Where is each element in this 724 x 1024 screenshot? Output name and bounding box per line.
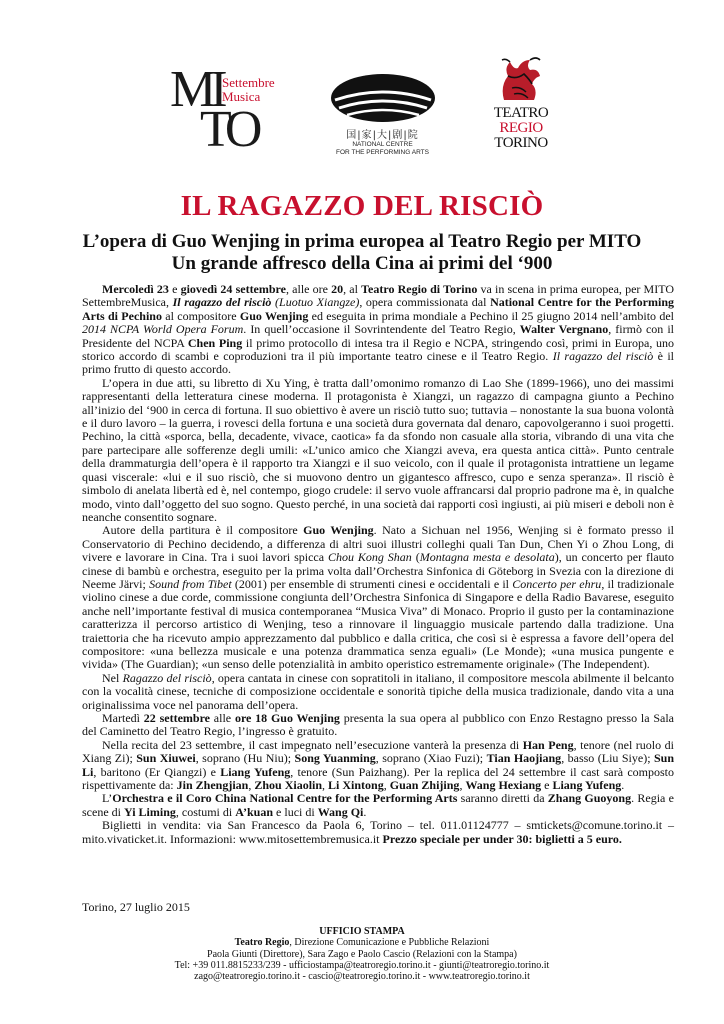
bull-emblem-icon [494,56,548,106]
page-title: IL RAGAZZO DEL RISCIÒ [180,190,544,222]
mito-logo-settembre: Settembre [222,75,275,90]
paragraph-intro: Mercoledì 23 e giovedì 24 settembre, alle ore 20, al Teatro Regio di Torino va in scena in prima europea, per MITO SettembreMusica, Il ragazzo del risciò (Luotuo Xiangze), opera commissionata dal National Centre for the Performing Arts di Pechino al compositore Guo Wenjing ed eseguita in prima mondiale a Pechino il 25 giugno 2014 nell’ambito del 2014 NCPA World Opera Forum. In quell’occasione il Sovrintendente del Teatro Regio, Walter Vergnano, firmò con il Presidente del NCPA Chen Ping il primo protocollo di intesa tra il Regio e NCPA, stringendo così, primi in Europa, uno storico accordo di scambi e coproduzioni tra il più importante teatro cinese e il Teatro Regio. Il ragazzo del risciò è il primo frutto di questo accordo. [82,282,675,377]
press-office-line-1: Teatro Regio, Direzione Comunicazione e Pubbliche Relazioni [234,937,490,949]
paragraph-plot: L’opera in due atti, su libretto di Xu Ying, è tratta dall’omonimo romanzo di Lao She (1899-1966), uno dei massimi rappresentanti della letteratura cinese moderna. Il protagonista è Xiangzi, un ragazzo di campagna giunto a Pechino all’inizio del ‘900 in cerca di fortuna. Il suo obiettivo è avere un risciò tutto suo; tuttavia – nonostante la sua buona volontà e il duro lavoro – la guerra, i rovesci della fortuna e una società dura governata dal denaro, capovolgeranno i suoi progetti. Pechino, la città «sporca, bella, decadente, vivace, caotica» fa da sfondo non casuale alla storia, vibrando di una vita che pare partecipare alle sofferenze degli umili: «L’unico amico che Xiangzi aveva, era questa antica città». Punto centrale della drammaturgia dell’opera è il rapporto tra Xiangzi e il suo veicolo, con il quale il protagonista intrattiene un legame quasi viscerale: «lui e il suo risciò, che si muovono dentro un gigantesco affresco, cupo e senza speranza». Il risciò è simbolo di anelata libertà ed è, nel contempo, giogo crudele: il servo vuole affrancarsi dal proprio padrone ma è, in qualche modo, vinto dall’oggetto del suo sogno. Questo perché, in una società dai rapporti così ingiusti, ai più miseri e deboli non è neanche consentito sognare. [82,375,674,524]
mito-logo [170,61,310,158]
paragraph-cast: Nella recita del 23 settembre, il cast impegnato nell’esecuzione vanterà la presenza di Han Peng, tenore (nel ruolo di Xiang Zi); Sun Xiuwei, soprano (Hu Niu); Song Yuanming, soprano (Xiao Fuzi); Tian Haojiang, basso (Liu Siye); Sun Li, baritono (Er Qiangzi) e Liang Yufeng, tenore (Sun Paizhang). Per la replica del 24 settembre il cast sarà composto rispettivamente da: Jin Zhengjian, Zhou Xiaolin, Li Xintong, Guan Zhijing, Wang Hexiang e Liang Yufeng. [82,737,675,793]
paragraph-composer: Autore della partitura è il compositore Guo Wenjing. Nato a Sichuan nel 1956, Wenjing si è formato presso il Conservatorio di Pechino decidendo, a differenza di altri suoi illustri colleghi quali Tan Dun, Chen Yi o Zhou Long, di vivere e lavorare in Cina. Tra i suoi lavori spicca Chou Kong Shan (Montagna mesta e desolata), un concerto per flauto cinese di bambù e orchestra, eseguito per la prima volta dall’Orchestra Sinfonica di Göteborg in Svezia con la direzione di Neeme Järvi; Sound from Tibet (2001) per ensemble di strumenti cinesi e occidentali e il Concerto per ehru, il tradizionale violino cinese a due corde, commissione congiunta dell’Orchestra Sinfonica di Singapore e della Radio Bavarese, eseguito anche nell’importante festival di musica contemporanea “Musica Viva” di Monaco. Proprio il gusto per la contaminazione caratterizza il percorso artistico di Wenjing, teso a rinnovare il linguaggio musicale partendo dalla tradizione. Una traiettoria che ha ricevuto ampio apprezzamento dal pubblico e dalla critica, che così si è espressa a favore dell’opera del compositore: «una bellezza musicale e una potenza drammatica senza eguali» (Le Monde); «una musica pungente e vivida» (The Guardian); «un senso delle potenzialità in ambito operistico estremamente originale» (The Independent). [82,523,675,672]
mito-logo-mi: MI [170,61,222,118]
ncpa-english-name-1: NATIONAL CENTRE [352,141,413,148]
paragraph-style: Nel Ragazzo del risciò, opera cantata in cinese con sopratitoli in italiano, il compositore mescola abilmente il belcanto con la vocalità cinese, tecniche di composizione occidentale e sonorità tipiche della musica tradizionale, dando vita a una originalissima voce nel panorama dell’opera. [82,670,675,712]
ncpa-logo [325,70,440,160]
paragraph-tickets: Biglietti in vendita: via San Francesco da Paola 6, Torino – tel. 011.01124777 – smtickets@comune.torino.it – mito.vivaticket.it. Informazioni: www.mitosettembremusica.it Prezzo speciale per under 30: biglietti a 5 euro. [82,818,674,846]
regio-logo-regio: REGIO [499,120,543,136]
press-office-line-3: Tel: +39 011.8815233/239 - ufficiostampa@teatroregio.torino.it - giunti@teatroregio.torino.it [174,959,550,971]
subtitle-1: L’opera di Guo Wenjing in prima europea al Teatro Regio per MITO [82,231,642,252]
teatro-regio-logo [476,56,566,164]
document-date: Torino, 27 luglio 2015 [82,900,190,914]
press-office-heading: UFFICIO STAMPA [319,926,405,937]
press-office-line-2: Paola Giunti (Direttore), Sara Zago e Paolo Cascio (Relazioni con la Stampa) [207,948,517,960]
subtitle-2: Un grande affresco della Cina ai primi del ‘900 [171,253,553,274]
regio-logo-teatro: TEATRO [493,105,549,121]
ncpa-egg-icon [329,70,437,122]
paragraph-orchestra: L’Orchestra e il Coro China National Centre for the Performing Arts saranno diretti da Zhang Guoyong. Regia e scene di Yi Liming, costumi di A’kuan e luci di Wang Qi. [82,791,674,819]
press-office-line-4: zago@teatroregio.torino.it - cascio@teatroregio.torino.it - www.teatroregio.torino.it [194,971,530,983]
logo-bar [0,56,724,164]
mito-logo-musica: Musica [222,89,261,104]
ncpa-english-name-2: FOR THE PERFORMING ARTS [336,149,429,156]
article-body [82,283,674,846]
mito-logo-to: TO [200,101,257,158]
regio-logo-torino: TORINO [494,135,548,151]
paragraph-presentation: Martedì 22 settembre alle ore 18 Guo Wenjing presenta la sua opera al pubblico con Enzo Restagno presso la Sala del Caminetto del Teatro Regio, l’ingresso è gratuito. [82,711,675,739]
press-office-footer [0,926,724,982]
ncpa-chinese-name: 国|家|大|剧|院 [346,130,419,141]
